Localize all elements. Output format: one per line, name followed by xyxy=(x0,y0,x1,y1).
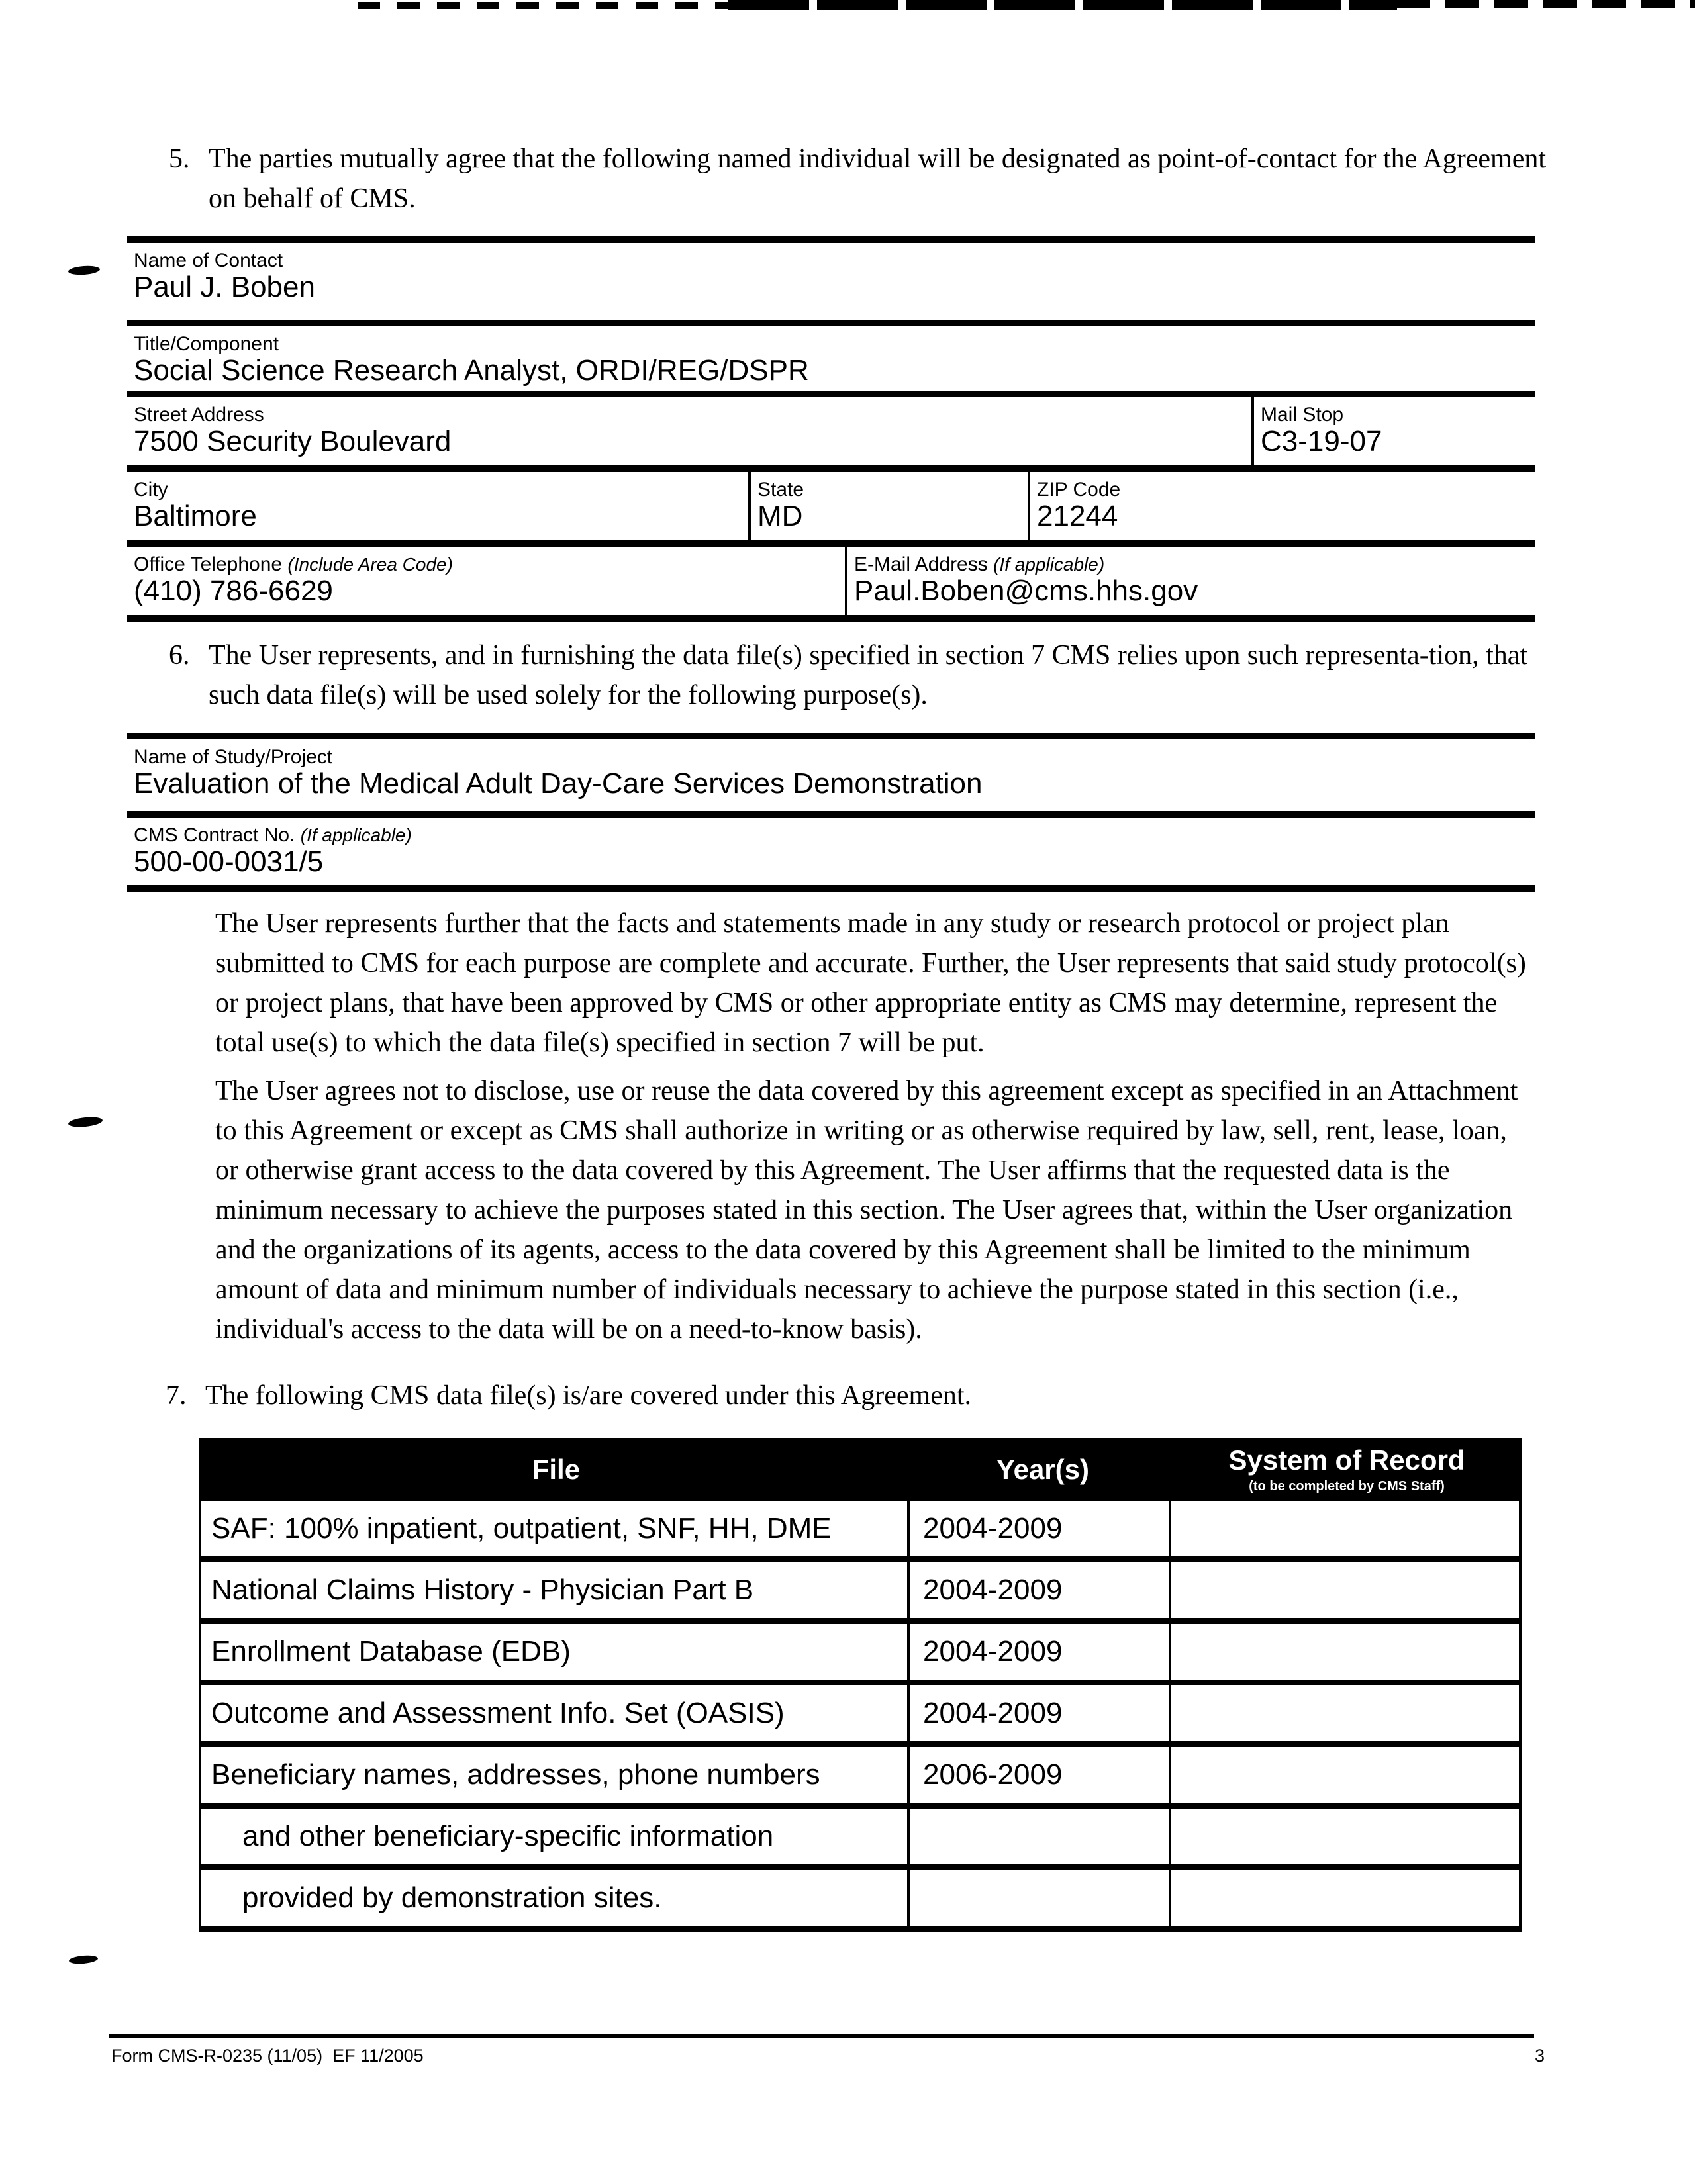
margin-ink-smudge xyxy=(68,1116,103,1128)
table-row xyxy=(201,1501,1519,1562)
page-number: 3 xyxy=(1534,2046,1545,2065)
field-label: Office Telephone xyxy=(134,553,283,575)
form-rule xyxy=(127,615,1535,622)
column-divider xyxy=(748,472,751,540)
cell-system-of-record xyxy=(1171,1809,1519,1864)
form-rule xyxy=(127,236,1535,243)
data-files-table xyxy=(199,1438,1522,1932)
field-state xyxy=(757,465,1022,540)
nondisclosure-paragraph: The User agrees not to disclose, use or reuse the data covered by this agreement except as specified in an Attachment to this Agreement or except as CMS shall authorize in writing or as otherwise required by law, sell, rent, lease, loan, or otherwise grant access to the data covered by this Agreement. The User affirms that the requested data is the minimum necessary to achieve the purposes stated in this section. The User agrees that, within the User organization and the organizations of its agents, access to the data covered by this Agreement shall be limited to the minimum amount of data and minimum number of individuals necessary to achieve the purpose stated in this section (i.e., individual's access to the data will be on a need-to-know basis). xyxy=(215,1076,1518,1345)
field-city-state-zip-row xyxy=(127,465,1535,540)
cell-years: 2004-2009 xyxy=(910,1501,1171,1556)
field-label: Mail Stop xyxy=(1261,404,1344,426)
representation-paragraph: The User represents further that the facts and statements made in any study or research protocol or project plan submitted to CMS for each purpose are complete and accurate. Further, the User represents that said study protocol(s) or project plans, that have been approved by CMS or other appropriate entity as CMS may determine, represent the total use(s) to which the data file(s) specified in section 7 will be put. xyxy=(215,908,1526,1058)
column-header-file: File xyxy=(532,1453,581,1485)
clause-6-number: 6. xyxy=(169,640,190,671)
table-row xyxy=(201,1562,1519,1624)
column-header-system-of-record xyxy=(1175,1438,1519,1501)
clause-7-number: 7. xyxy=(166,1380,187,1411)
field-value: 7500 Security Boulevard xyxy=(134,425,452,457)
form-rule xyxy=(127,811,1535,818)
field-value: Baltimore xyxy=(134,500,257,532)
table-row-continuation xyxy=(201,1809,1519,1870)
field-label: State xyxy=(757,479,804,500)
table-row xyxy=(201,1747,1519,1809)
cell-file: Beneficiary names, addresses, phone numbers xyxy=(201,1747,910,1803)
clause-6-text: The User represents, and in furnishing the data file(s) specified in section 7 CMS relies upon such representa-tion, that such data file(s) will be used solely for the following purpose(s). xyxy=(209,640,1528,710)
field-label: ZIP Code xyxy=(1037,479,1121,500)
form-rule xyxy=(127,733,1535,739)
form-rule xyxy=(127,885,1535,892)
field-cms-contract-no xyxy=(127,811,1535,885)
clause-7-text: The following CMS data file(s) is/are covered under this Agreement. xyxy=(205,1380,972,1411)
column-header-years: Year(s) xyxy=(996,1453,1089,1485)
cell-file: SAF: 100% inpatient, outpatient, SNF, HH, DME xyxy=(201,1501,910,1556)
cell-years: 2006-2009 xyxy=(910,1747,1171,1803)
cell-file: Outcome and Assessment Info. Set (OASIS) xyxy=(201,1685,910,1741)
cell-system-of-record xyxy=(1171,1624,1519,1680)
cell-years: 2004-2009 xyxy=(910,1624,1171,1680)
field-city xyxy=(127,465,755,540)
scan-artifact-top-line xyxy=(728,0,1397,10)
field-value: (410) 786-6629 xyxy=(134,575,333,607)
cell-system-of-record xyxy=(1171,1501,1519,1556)
cell-system-of-record xyxy=(1171,1685,1519,1741)
table-row-continuation xyxy=(201,1870,1519,1932)
field-name-of-contact xyxy=(127,236,1535,320)
clause-7 xyxy=(166,1376,1576,1415)
field-value: Evaluation of the Medical Adult Day-Care Services Demonstration xyxy=(134,767,983,800)
field-value: 21244 xyxy=(1037,500,1118,532)
column-divider xyxy=(1028,472,1030,540)
field-label: CMS Contract No. xyxy=(134,824,295,846)
form-id: Form CMS-R-0235 (11/05) EF 11/2005 xyxy=(111,2046,424,2065)
table-row xyxy=(201,1685,1519,1747)
field-value: Paul.Boben@cms.hhs.gov xyxy=(854,575,1198,607)
field-email-address xyxy=(854,540,1535,615)
field-street-address xyxy=(127,391,1258,465)
column-divider xyxy=(1251,397,1254,465)
scan-artifact-top-line xyxy=(1396,0,1695,8)
field-label-note: (Include Area Code) xyxy=(287,554,453,575)
clause-6 xyxy=(169,636,1576,715)
field-value: MD xyxy=(757,500,803,532)
cell-file: Enrollment Database (EDB) xyxy=(201,1624,910,1680)
field-zip-code xyxy=(1037,465,1535,540)
clause-5-text: The parties mutually agree that the following named individual will be designated as point-of-contact for the Agreement on behalf of CMS. xyxy=(209,144,1547,214)
cell-file: National Claims History - Physician Part B xyxy=(201,1562,910,1618)
table-row xyxy=(201,1624,1519,1685)
field-label: City xyxy=(134,479,168,500)
cell-system-of-record xyxy=(1171,1562,1519,1618)
field-label: Name of Contact xyxy=(134,250,283,271)
field-value: Paul J. Boben xyxy=(134,271,315,303)
cell-years xyxy=(910,1870,1171,1926)
field-phone-email-row xyxy=(127,540,1535,615)
field-study-project xyxy=(127,733,1535,811)
field-street-mailstop-row xyxy=(127,391,1535,465)
field-label-note: (If applicable) xyxy=(300,825,412,845)
margin-ink-smudge xyxy=(69,1954,99,1965)
cell-system-of-record xyxy=(1171,1870,1519,1926)
column-header-system-title: System of Record xyxy=(1228,1445,1465,1476)
field-label-note: (If applicable) xyxy=(993,554,1105,575)
cell-years xyxy=(910,1809,1171,1864)
form-rule xyxy=(127,320,1535,326)
field-title-component xyxy=(127,320,1535,391)
margin-ink-smudge xyxy=(68,265,101,275)
field-label: Street Address xyxy=(134,404,264,426)
cell-years: 2004-2009 xyxy=(910,1562,1171,1618)
field-label: Name of Study/Project xyxy=(134,746,333,768)
cell-file: provided by demonstration sites. xyxy=(201,1870,910,1926)
field-label: E-Mail Address xyxy=(854,553,988,575)
clause-5 xyxy=(169,139,1576,218)
cell-file: and other beneficiary-specific information xyxy=(201,1809,910,1864)
footer-rule xyxy=(109,2034,1534,2038)
field-value: C3-19-07 xyxy=(1261,425,1382,457)
field-value: 500-00-0031/5 xyxy=(134,845,324,878)
field-label: Title/Component xyxy=(134,333,279,355)
field-mail-stop xyxy=(1261,391,1535,465)
cell-years: 2004-2009 xyxy=(910,1685,1171,1741)
table-header-row xyxy=(201,1438,1519,1501)
clause-5-number: 5. xyxy=(169,144,190,174)
column-header-system-note: (to be completed by CMS Staff) xyxy=(1249,1479,1445,1494)
field-value: Social Science Research Analyst, ORDI/REG/DSPR xyxy=(134,354,809,387)
field-office-telephone xyxy=(127,540,851,615)
column-divider xyxy=(845,547,848,615)
cell-system-of-record xyxy=(1171,1747,1519,1803)
scan-artifact-top-line xyxy=(358,2,728,9)
